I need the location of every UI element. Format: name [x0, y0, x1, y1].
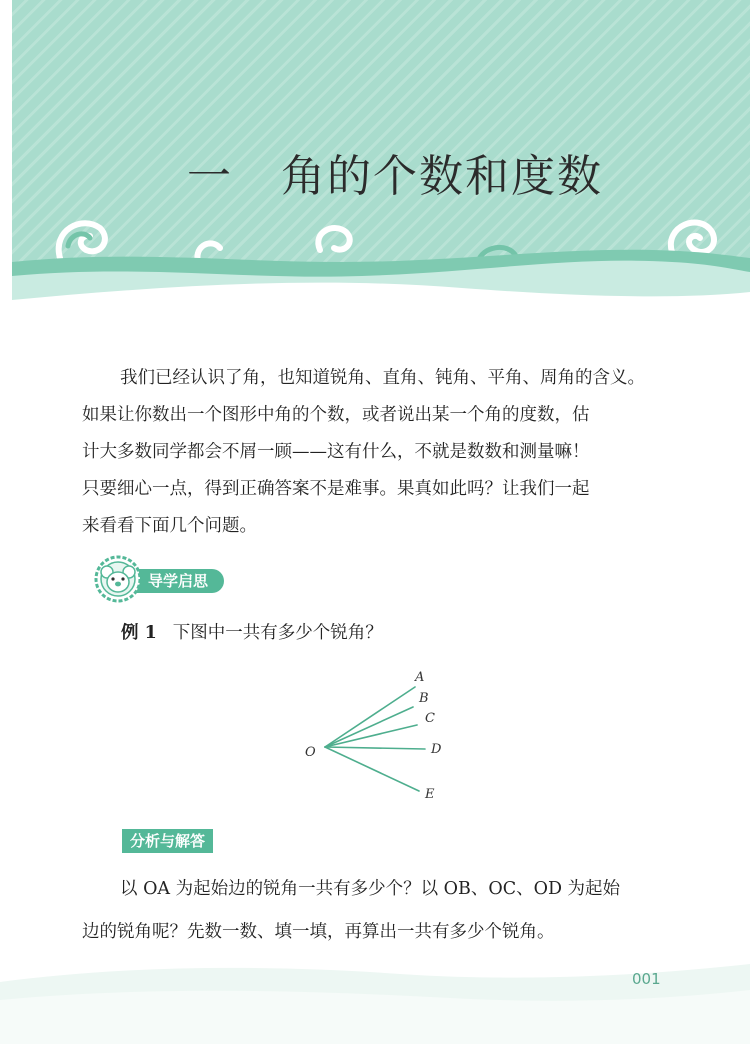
example-question — [121, 619, 383, 644]
chapter-title-text: 角的个数和度数 — [281, 151, 603, 202]
intro-line: 只要细心一点，得到正确答案不是难事。果真如此吗？让我们一起 — [82, 479, 590, 499]
ray-label-d: D — [431, 742, 442, 757]
ray-oe — [325, 747, 419, 791]
chapter-title — [187, 140, 603, 204]
page-number: 001 — [632, 970, 661, 988]
intro-line: 计大多数同学都会不屑一顾——这有什么，不就是数数和测量嘛！ — [82, 442, 590, 462]
section-label: 导学启思 — [132, 569, 224, 593]
intro-line: 我们已经认识了角，也知道锐角、直角、钝角、平角、周角的含义。 — [120, 368, 645, 388]
koala-icon — [94, 555, 142, 603]
angle-figure — [295, 665, 455, 810]
analysis-label: 分析与解答 — [122, 829, 213, 853]
chapter-header-banner — [12, 0, 750, 310]
chapter-number: 一 — [187, 151, 233, 202]
ray-ob — [325, 707, 413, 747]
ray-oc — [325, 725, 417, 747]
intro-line: 如果让你数出一个图形中角的个数，或者说出某一个角的度数，估 — [82, 405, 590, 425]
ray-label-e: E — [425, 787, 435, 802]
vertex-label-o: O — [305, 745, 316, 760]
intro-line: 来看看下面几个问题。 — [82, 516, 257, 536]
example-number: 例 1 — [121, 623, 157, 643]
example-text: 下图中一共有多少个锐角？ — [172, 623, 383, 643]
analysis-paragraph — [82, 868, 672, 954]
ray-label-a: A — [415, 670, 425, 685]
intro-paragraph — [82, 360, 672, 545]
ray-oa — [325, 687, 415, 747]
ray-label-b: B — [419, 691, 429, 706]
analysis-line: 边的锐角呢？先数一数、填一填，再算出一共有多少个锐角。 — [82, 922, 555, 942]
ray-od — [325, 747, 425, 749]
ray-label-c: C — [425, 711, 435, 726]
analysis-line: 以 OA 为起始边的锐角一共有多少个？以 OB、OC、OD 为起始 — [120, 879, 621, 899]
